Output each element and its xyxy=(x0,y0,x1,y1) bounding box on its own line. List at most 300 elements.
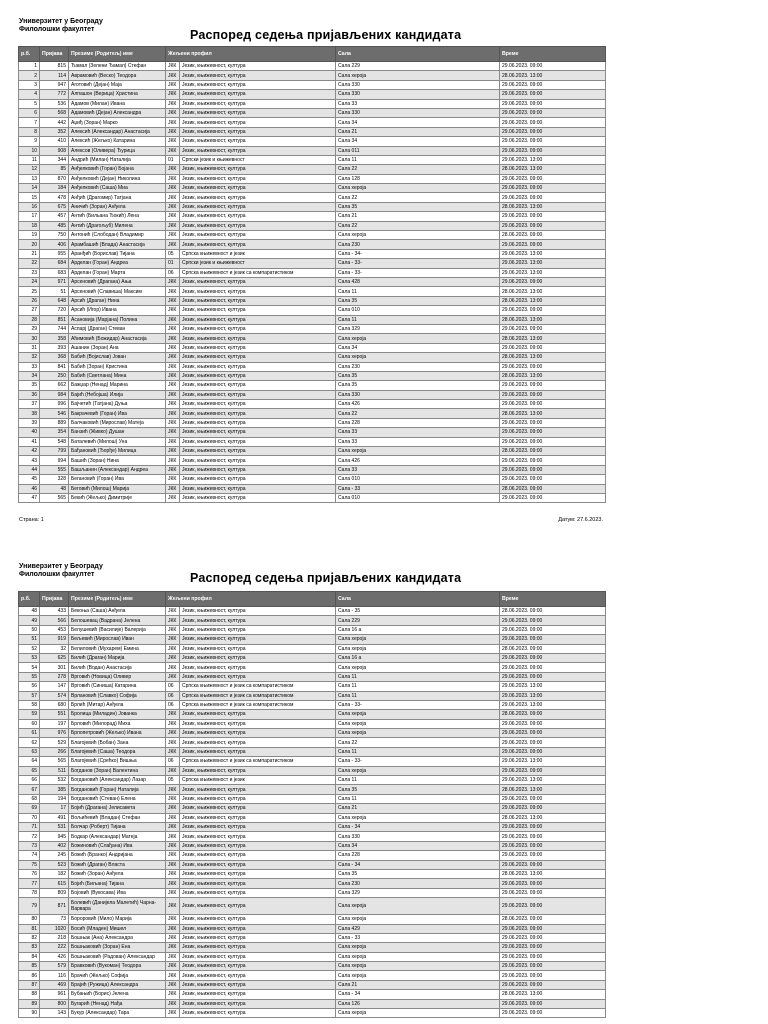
cell-name: Благојевић (Срећко) Вишња xyxy=(69,757,166,766)
cell-time: 29.06.2023. 09:00 xyxy=(500,719,606,728)
cell-profile-name: Језик, књижевност, култура xyxy=(180,729,336,738)
cell-application: 971 xyxy=(40,277,69,286)
cell-name: Бажџар (Ненад) Марина xyxy=(69,381,166,390)
cell-time: 29.06.2023. 09:00 xyxy=(500,381,606,390)
cell-application: 358 xyxy=(40,334,69,343)
cell-application: 457 xyxy=(40,212,69,221)
cell-profile-name: Језик, књижевност, култура xyxy=(180,287,336,296)
cell-room: Сала 010 xyxy=(336,493,500,502)
cell-profile-name: Језик, књижевност, култура xyxy=(180,999,336,1008)
table-row xyxy=(19,1009,606,1018)
cell-application: 469 xyxy=(40,980,69,989)
cell-application: 116 xyxy=(40,971,69,980)
cell-room: Сала 21 xyxy=(336,127,500,136)
cell-application: 919 xyxy=(40,635,69,644)
cell-name: Бабић (Војислав) Јован xyxy=(69,353,166,362)
cell-profile-code: ЈКК xyxy=(166,832,180,841)
cell-profile-code: ЈКК xyxy=(166,860,180,869)
cell-application: 529 xyxy=(40,738,69,747)
cell-time: 29.06.2023. 09:00 xyxy=(500,672,606,681)
cell-room: Сала хероја xyxy=(336,334,500,343)
cell-profile-name: Језик, књижевност, култура xyxy=(180,625,336,634)
cell-rb: 85 xyxy=(19,962,40,971)
cell-room: Сала 21 xyxy=(336,980,500,989)
cell-time: 29.06.2023. 09:00 xyxy=(500,616,606,625)
cell-time: 29.06.2023. 09:00 xyxy=(500,851,606,860)
cell-rb: 55 xyxy=(19,672,40,681)
cell-rb: 86 xyxy=(19,971,40,980)
cell-time: 29.06.2023. 13:00 xyxy=(500,776,606,785)
cell-profile-code: 06 xyxy=(166,757,180,766)
table-row xyxy=(19,700,606,709)
cell-rb: 5 xyxy=(19,99,40,108)
cell-room: Сала - 33 xyxy=(336,484,500,493)
cell-rb: 14 xyxy=(19,184,40,193)
cell-time: 29.06.2023. 09:00 xyxy=(500,324,606,333)
cell-application: 250 xyxy=(40,371,69,380)
cell-profile-code: ЈКК xyxy=(166,193,180,202)
cell-profile-code: ЈКК xyxy=(166,437,180,446)
cell-application: 662 xyxy=(40,381,69,390)
cell-rb: 49 xyxy=(19,616,40,625)
cell-room: Сала 21 xyxy=(336,212,500,221)
cell-profile-name: Језик, књижевност, култура xyxy=(180,644,336,653)
table-row xyxy=(19,832,606,841)
table-row xyxy=(19,644,606,653)
cell-application: 976 xyxy=(40,729,69,738)
cell-time: 29.06.2023. 09:00 xyxy=(500,174,606,183)
table-row xyxy=(19,915,606,924)
cell-rb: 43 xyxy=(19,456,40,465)
cell-name: Бошњаковић (Радован) Александар xyxy=(69,952,166,961)
table-row xyxy=(19,851,606,860)
cell-room: Сала 35 xyxy=(336,371,500,380)
cell-profile-code: ЈКК xyxy=(166,324,180,333)
table-row xyxy=(19,296,606,305)
cell-application: 555 xyxy=(40,465,69,474)
cell-profile-code: ЈКК xyxy=(166,933,180,942)
cell-profile-name: Језик, књижевност, култура xyxy=(180,296,336,305)
cell-profile-name: Језик, књижевност, култура xyxy=(180,62,336,71)
cell-application: 197 xyxy=(40,719,69,728)
cell-profile-code: 05 xyxy=(166,776,180,785)
cell-profile-code: ЈКК xyxy=(166,841,180,850)
cell-time: 29.06.2023. 09:00 xyxy=(500,729,606,738)
cell-application: 945 xyxy=(40,832,69,841)
cell-profile-code: ЈКК xyxy=(166,334,180,343)
cell-application: 410 xyxy=(40,137,69,146)
cell-time: 28.06.2023. 13:00 xyxy=(500,71,606,80)
table-row xyxy=(19,231,606,240)
cell-profile-code: ЈКК xyxy=(166,484,180,493)
cell-rb: 70 xyxy=(19,813,40,822)
cell-profile-code: ЈКК xyxy=(166,962,180,971)
cell-profile-name: Језик, књижевност, култура xyxy=(180,202,336,211)
page-title: Распоред седења пријављених кандидата xyxy=(190,571,462,585)
cell-name: Алексић (Жељко) Катарина xyxy=(69,137,166,146)
cell-application: 147 xyxy=(40,682,69,691)
table-row xyxy=(19,465,606,474)
table-row xyxy=(19,785,606,794)
cell-profile-name: Језик, књижевност, култура xyxy=(180,933,336,942)
table-row xyxy=(19,924,606,933)
cell-application: 433 xyxy=(40,607,69,616)
table-row xyxy=(19,353,606,362)
table-row xyxy=(19,447,606,456)
table-row xyxy=(19,240,606,249)
cell-rb: 52 xyxy=(19,644,40,653)
cell-time: 29.06.2023. 13:00 xyxy=(500,700,606,709)
cell-profile-code: ЈКК xyxy=(166,118,180,127)
col-header-profile: Жељени профил xyxy=(166,592,336,607)
cell-time: 29.06.2023. 09:00 xyxy=(500,999,606,1008)
cell-application: 546 xyxy=(40,409,69,418)
cell-name: Благојевић (Саша) Теодора xyxy=(69,747,166,756)
cell-profile-code: ЈКК xyxy=(166,447,180,456)
cell-application: 48 xyxy=(40,484,69,493)
cell-time: 29.06.2023. 09:00 xyxy=(500,184,606,193)
cell-room: Сала 34 xyxy=(336,137,500,146)
cell-application: 947 xyxy=(40,80,69,89)
cell-time: 29.06.2023. 09:00 xyxy=(500,794,606,803)
cell-rb: 67 xyxy=(19,785,40,794)
cell-profile-name: Језик, књижевност, култура xyxy=(180,137,336,146)
cell-application: 352 xyxy=(40,127,69,136)
table-row xyxy=(19,635,606,644)
cell-rb: 53 xyxy=(19,653,40,662)
cell-room: Сала 35 xyxy=(336,202,500,211)
cell-profile-name: Језик, књижевност, култура xyxy=(180,813,336,822)
cell-rb: 63 xyxy=(19,747,40,756)
cell-time: 29.06.2023. 09:00 xyxy=(500,390,606,399)
cell-room: Сала хероја xyxy=(336,898,500,915)
cell-application: 531 xyxy=(40,822,69,831)
cell-time: 29.06.2023. 09:00 xyxy=(500,80,606,89)
cell-time: 29.06.2023. 09:00 xyxy=(500,456,606,465)
cell-profile-name: Језик, књижевност, култура xyxy=(180,710,336,719)
cell-room: Сала хероја xyxy=(336,710,500,719)
cell-application: 184 xyxy=(40,184,69,193)
cell-profile-name: Језик, књижевност, култура xyxy=(180,409,336,418)
cell-name: Антић (Бильана Ђокић) Лена xyxy=(69,212,166,221)
cell-profile-code: ЈКК xyxy=(166,108,180,117)
table-row xyxy=(19,118,606,127)
cell-profile-name: Језик, књижевност, култура xyxy=(180,484,336,493)
cell-profile-name: Српска књижевност и језик са компаратистиком xyxy=(180,700,336,709)
cell-profile-name: Језик, књижевност, култура xyxy=(180,418,336,427)
cell-profile-name: Језик, књижевност, култура xyxy=(180,493,336,502)
table-row xyxy=(19,400,606,409)
cell-name: Башић (Зоран) Нина xyxy=(69,456,166,465)
cell-name: Богдановић (Стеван) Елена xyxy=(69,794,166,803)
cell-application: 301 xyxy=(40,663,69,672)
cell-profile-name: Језик, књижевност, култура xyxy=(180,212,336,221)
cell-profile-code: ЈКК xyxy=(166,672,180,681)
cell-rb: 87 xyxy=(19,980,40,989)
table-row xyxy=(19,475,606,484)
cell-rb: 28 xyxy=(19,315,40,324)
cell-rb: 31 xyxy=(19,343,40,352)
cell-rb: 66 xyxy=(19,776,40,785)
cell-time: 29.06.2023. 13:00 xyxy=(500,155,606,164)
table-row xyxy=(19,71,606,80)
cell-profile-code: 06 xyxy=(166,700,180,709)
cell-time: 29.06.2023. 09:00 xyxy=(500,146,606,155)
cell-rb: 13 xyxy=(19,174,40,183)
cell-application: 143 xyxy=(40,1009,69,1018)
cell-profile-code: ЈКК xyxy=(166,924,180,933)
cell-profile-code: ЈКК xyxy=(166,240,180,249)
cell-application: 532 xyxy=(40,776,69,785)
cell-room: Сала 011 xyxy=(336,146,500,155)
cell-profile-name: Језик, књижевност, култура xyxy=(180,766,336,775)
cell-profile-code: ЈКК xyxy=(166,738,180,747)
cell-profile-name: Језик, књижевност, култура xyxy=(180,962,336,971)
faculty-name: Филолошки факултет xyxy=(19,26,95,33)
cell-rb: 4 xyxy=(19,90,40,99)
cell-profile-name: Језик, књижевност, култура xyxy=(180,362,336,371)
cell-rb: 11 xyxy=(19,155,40,164)
cell-rb: 12 xyxy=(19,165,40,174)
cell-application: 1020 xyxy=(40,924,69,933)
cell-rb: 83 xyxy=(19,943,40,952)
cell-application: 615 xyxy=(40,879,69,888)
cell-rb: 88 xyxy=(19,990,40,999)
cell-room: Сала 230 xyxy=(336,240,500,249)
cell-application: 406 xyxy=(40,240,69,249)
cell-time: 29.06.2023. 09:00 xyxy=(500,493,606,502)
cell-time: 29.06.2023. 09:00 xyxy=(500,822,606,831)
cell-rb: 29 xyxy=(19,324,40,333)
cell-room: Сала 11 xyxy=(336,691,500,700)
cell-time: 29.06.2023. 09:00 xyxy=(500,118,606,127)
table-row xyxy=(19,277,606,286)
cell-room: Сала хероја xyxy=(336,729,500,738)
table-row xyxy=(19,381,606,390)
cell-name: Вољићевић (Владан) Стефан xyxy=(69,813,166,822)
cell-rb: 42 xyxy=(19,447,40,456)
cell-rb: 56 xyxy=(19,682,40,691)
cell-time: 28.06.2023. 13:00 xyxy=(500,371,606,380)
table-row xyxy=(19,137,606,146)
cell-profile-code: ЈКК xyxy=(166,80,180,89)
cell-profile-code: ЈКК xyxy=(166,428,180,437)
table-row xyxy=(19,747,606,756)
cell-rb: 22 xyxy=(19,259,40,268)
cell-rb: 32 xyxy=(19,353,40,362)
cell-room: Сала 11 xyxy=(336,155,500,164)
table-header-row xyxy=(19,47,606,62)
cell-room: Сала 33 xyxy=(336,465,500,474)
table-row xyxy=(19,221,606,230)
cell-profile-code: ЈКК xyxy=(166,785,180,794)
cell-rb: 82 xyxy=(19,933,40,942)
cell-room: Сала 330 xyxy=(336,390,500,399)
cell-profile-name: Језик, књижевност, култура xyxy=(180,146,336,155)
table-row xyxy=(19,710,606,719)
cell-time: 29.06.2023. 09:00 xyxy=(500,635,606,644)
cell-name: Босић (Младен) Мишел xyxy=(69,924,166,933)
cell-profile-code: ЈКК xyxy=(166,879,180,888)
cell-profile-name: Језик, књижевност, култура xyxy=(180,456,336,465)
cell-room: Сала 11 xyxy=(336,287,500,296)
cell-room: Сала 010 xyxy=(336,306,500,315)
table-row xyxy=(19,990,606,999)
cell-time: 29.06.2023. 09:00 xyxy=(500,898,606,915)
col-header-time: Време xyxy=(500,592,606,607)
cell-application: 800 xyxy=(40,999,69,1008)
table-row xyxy=(19,980,606,989)
cell-time: 29.06.2023. 09:00 xyxy=(500,962,606,971)
cell-application: 744 xyxy=(40,324,69,333)
table-row xyxy=(19,860,606,869)
cell-time: 29.06.2023. 09:00 xyxy=(500,663,606,672)
cell-time: 28.06.2023. 13:00 xyxy=(500,334,606,343)
col-header-rb: р.б. xyxy=(19,47,40,62)
cell-name: Божиновић (Слађана) Ива xyxy=(69,841,166,850)
cell-room: Сала 229 xyxy=(336,62,500,71)
table-header-row xyxy=(19,592,606,607)
cell-profile-name: Језик, књижевност, култура xyxy=(180,371,336,380)
cell-rb: 35 xyxy=(19,381,40,390)
table-row xyxy=(19,971,606,980)
cell-rb: 2 xyxy=(19,71,40,80)
table-row xyxy=(19,108,606,117)
cell-application: 841 xyxy=(40,362,69,371)
cell-name: Алексов (Оливера) Ђурица xyxy=(69,146,166,155)
cell-application: 772 xyxy=(40,90,69,99)
cell-profile-name: Језик, књижевност, култура xyxy=(180,738,336,747)
cell-time: 28.06.2023. 13:00 xyxy=(500,990,606,999)
table-row xyxy=(19,127,606,136)
cell-profile-code: ЈКК xyxy=(166,635,180,644)
cell-application: 955 xyxy=(40,249,69,258)
cell-profile-code: ЈКК xyxy=(166,343,180,352)
footer-page-number: Страна: 1 xyxy=(19,517,44,523)
cell-time: 29.06.2023. 09:00 xyxy=(500,879,606,888)
cell-profile-code: ЈКК xyxy=(166,980,180,989)
cell-profile-name: Језик, књижевност, култура xyxy=(180,184,336,193)
cell-application: 491 xyxy=(40,813,69,822)
cell-profile-code: ЈКК xyxy=(166,999,180,1008)
cell-time: 28.06.2023. 13:00 xyxy=(500,202,606,211)
cell-rb: 24 xyxy=(19,277,40,286)
table-row xyxy=(19,80,606,89)
cell-name: Ашанин (Зоран) Ана xyxy=(69,343,166,352)
cell-profile-code: ЈКК xyxy=(166,898,180,915)
cell-rb: 19 xyxy=(19,231,40,240)
cell-profile-name: Српска књижевност и језик xyxy=(180,776,336,785)
cell-room: Сала хероја xyxy=(336,766,500,775)
cell-profile-code: ЈКК xyxy=(166,729,180,738)
cell-room: Сала 230 xyxy=(336,879,500,888)
cell-time: 29.06.2023. 09:00 xyxy=(500,980,606,989)
cell-name: Баталевић (Милош) Уна xyxy=(69,437,166,446)
cell-name: Асановија (Марјана) Полина xyxy=(69,315,166,324)
table-row xyxy=(19,334,606,343)
cell-rb: 39 xyxy=(19,418,40,427)
cell-rb: 64 xyxy=(19,757,40,766)
cell-rb: 6 xyxy=(19,108,40,117)
cell-rb: 46 xyxy=(19,484,40,493)
cell-profile-name: Језик, књижевност, култура xyxy=(180,869,336,878)
col-header-time: Време xyxy=(500,47,606,62)
cell-name: Врлановић (Славко) Софија xyxy=(69,691,166,700)
cell-application: 908 xyxy=(40,146,69,155)
cell-name: Аврамовић (Веско) Теодора xyxy=(69,71,166,80)
cell-room: Сала 330 xyxy=(336,108,500,117)
table-row xyxy=(19,841,606,850)
cell-name: Белиловић (Мухарем) Емина xyxy=(69,644,166,653)
table-row xyxy=(19,766,606,775)
cell-room: Сала 22 xyxy=(336,221,500,230)
cell-name: Бакрачевић (Горан) Ива xyxy=(69,409,166,418)
cell-name: Банзић (Живко) Душан xyxy=(69,428,166,437)
cell-profile-code: ЈКК xyxy=(166,1009,180,1018)
cell-application: 402 xyxy=(40,841,69,850)
cell-application: 566 xyxy=(40,616,69,625)
cell-room: Сала 11 xyxy=(336,776,500,785)
table-row xyxy=(19,193,606,202)
cell-time: 29.06.2023. 09:00 xyxy=(500,212,606,221)
cell-profile-name: Језик, књижевност, култура xyxy=(180,888,336,897)
cell-profile-name: Српска књижевност и језик са компаратистиком xyxy=(180,682,336,691)
cell-room: Сала 329 xyxy=(336,888,500,897)
cell-room: Сала хероја xyxy=(336,663,500,672)
cell-application: 870 xyxy=(40,174,69,183)
cell-application: 680 xyxy=(40,700,69,709)
cell-time: 29.06.2023. 09:00 xyxy=(500,437,606,446)
cell-room: Сала 230 xyxy=(336,362,500,371)
cell-time: 29.06.2023. 09:00 xyxy=(500,137,606,146)
cell-room: Сала 11 xyxy=(336,794,500,803)
cell-profile-name: Језик, књижевност, култура xyxy=(180,822,336,831)
cell-application: 393 xyxy=(40,343,69,352)
cell-application: 996 xyxy=(40,400,69,409)
cell-profile-name: Језик, књижевност, култура xyxy=(180,165,336,174)
cell-name: Билић (Водан) Анастасија xyxy=(69,663,166,672)
cell-room: Сала 429 xyxy=(336,924,500,933)
cell-application: 73 xyxy=(40,915,69,924)
cell-rb: 61 xyxy=(19,729,40,738)
cell-profile-code: ЈКК xyxy=(166,90,180,99)
cell-application: 194 xyxy=(40,794,69,803)
cell-profile-code: 06 xyxy=(166,682,180,691)
cell-application: 442 xyxy=(40,118,69,127)
table-row xyxy=(19,898,606,915)
table-row xyxy=(19,371,606,380)
cell-name: Аранђић (Борислав) Тијана xyxy=(69,249,166,258)
cell-profile-name: Језик, књижевност, култура xyxy=(180,915,336,924)
cell-time: 28.06.2023. 09:00 xyxy=(500,644,606,653)
cell-name: Бороровић (Мило) Марија xyxy=(69,915,166,924)
cell-application: 871 xyxy=(40,898,69,915)
cell-application: 453 xyxy=(40,625,69,634)
cell-profile-code: 05 xyxy=(166,249,180,258)
cell-time: 28.06.2023. 09:00 xyxy=(500,231,606,240)
table-row xyxy=(19,776,606,785)
cell-room: Сала 35 xyxy=(336,869,500,878)
cell-time: 29.06.2023. 09:00 xyxy=(500,62,606,71)
cell-profile-code: ЈКК xyxy=(166,212,180,221)
cell-name: Брачић (Жељко) Софија xyxy=(69,971,166,980)
cell-profile-name: Језик, књижевност, култура xyxy=(180,90,336,99)
table-row xyxy=(19,437,606,446)
cell-profile-name: Језик, књижевност, култура xyxy=(180,108,336,117)
cell-profile-name: Српски језик и књижевност xyxy=(180,259,336,268)
cell-application: 278 xyxy=(40,672,69,681)
cell-profile-code: 06 xyxy=(166,691,180,700)
